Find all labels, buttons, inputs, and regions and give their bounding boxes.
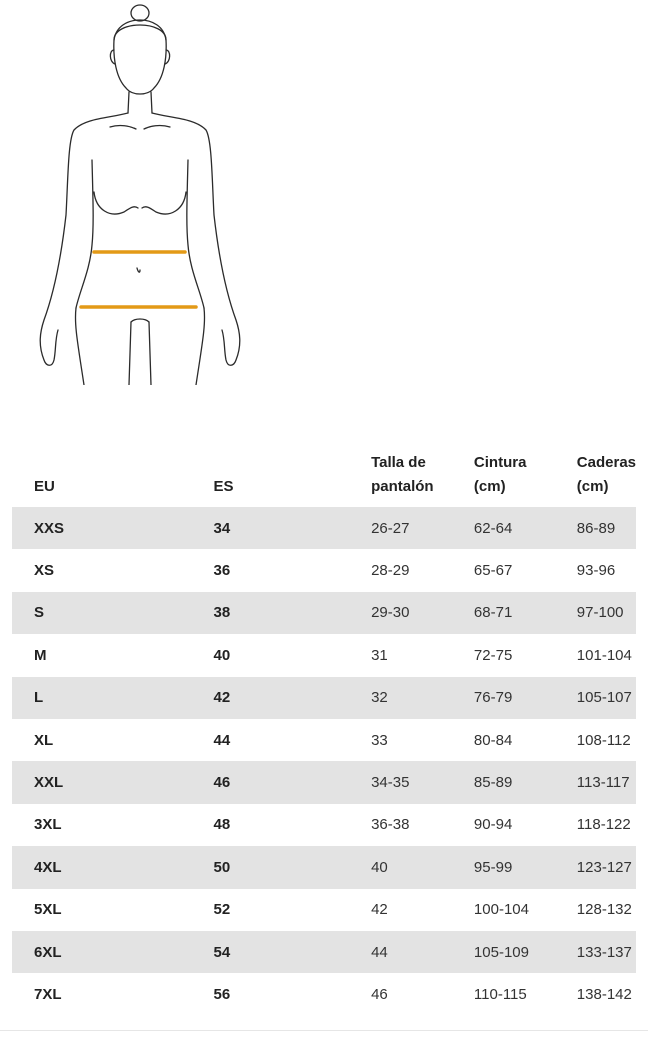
cell-eu: 6XL [12, 931, 214, 973]
cell-hips: 86-89 [577, 507, 636, 549]
cell-waist: 76-79 [474, 677, 577, 719]
cell-waist: 62-64 [474, 507, 577, 549]
table-row [12, 889, 636, 931]
table-row [12, 973, 636, 1015]
table-row [12, 931, 636, 973]
cell-es: 36 [213, 562, 231, 580]
cell-pants: 29-30 [371, 592, 474, 634]
bottom-divider [0, 1030, 648, 1031]
cell-es: 44 [213, 731, 231, 749]
cell-hips: 93-96 [576, 562, 616, 580]
cell-es: 34 [214, 507, 372, 549]
cell-es: 54 [214, 931, 372, 973]
cell-eu: 7XL [34, 985, 62, 1003]
header-eu: EU [34, 478, 55, 495]
cell-pants: 32 [371, 677, 474, 719]
cell-hips: 118-122 [576, 816, 631, 834]
table-row [12, 507, 636, 549]
cell-eu: XL [34, 731, 54, 749]
cell-es: 42 [214, 677, 372, 719]
cell-pants: 34-35 [371, 761, 474, 803]
cell-waist: 110-115 [473, 985, 527, 1003]
cell-pants: 36-38 [371, 816, 410, 834]
cell-pants: 33 [371, 731, 388, 749]
cell-es: 46 [214, 761, 372, 803]
cell-eu: 3XL [34, 816, 62, 834]
header-pants-size: Talla de pantalón [371, 454, 434, 495]
cell-waist: 68-71 [474, 592, 577, 634]
table-row [12, 719, 636, 761]
cell-pants: 31 [371, 646, 388, 664]
cell-eu: 5XL [34, 901, 62, 919]
cell-waist: 65-67 [473, 562, 513, 580]
table-header-row [12, 445, 636, 507]
cell-hips: 133-137 [577, 931, 636, 973]
cell-pants: 46 [371, 985, 388, 1003]
cell-waist: 100-104 [473, 901, 529, 919]
cell-pants: 44 [371, 931, 474, 973]
cell-eu: XXS [12, 507, 214, 549]
cell-eu: S [12, 592, 214, 634]
cell-pants: 40 [371, 846, 474, 888]
cell-waist: 105-109 [474, 931, 577, 973]
cell-hips: 113-117 [577, 761, 636, 803]
cell-waist: 80-84 [473, 731, 513, 749]
cell-es: 40 [213, 646, 231, 664]
cell-eu: L [12, 677, 214, 719]
table-row [12, 846, 636, 888]
cell-hips: 97-100 [577, 592, 636, 634]
cell-hips: 108-112 [576, 731, 631, 749]
cell-es: 48 [213, 816, 231, 834]
cell-hips: 105-107 [577, 677, 636, 719]
table-row [12, 677, 636, 719]
cell-pants: 26-27 [371, 507, 474, 549]
cell-hips: 123-127 [577, 846, 636, 888]
table-row [12, 592, 636, 634]
cell-pants: 42 [371, 901, 388, 919]
cell-es: 52 [213, 901, 231, 919]
cell-es: 56 [213, 985, 231, 1003]
cell-waist: 85-89 [474, 761, 577, 803]
cell-eu: XXL [12, 761, 214, 803]
cell-es: 50 [214, 846, 372, 888]
cell-waist: 95-99 [474, 846, 577, 888]
cell-waist: 90-94 [473, 816, 513, 834]
cell-waist: 72-75 [473, 646, 513, 664]
table-row [12, 634, 636, 676]
body-figure-area [0, 0, 648, 410]
cell-hips: 128-132 [576, 901, 632, 919]
cell-es: 38 [214, 592, 372, 634]
table-row [12, 549, 636, 591]
header-hips: Caderas (cm) [576, 454, 636, 495]
cell-hips: 101-104 [576, 646, 632, 664]
cell-eu: XS [34, 562, 55, 580]
cell-hips: 138-142 [576, 985, 632, 1003]
header-es: ES [213, 478, 234, 495]
table-row [12, 804, 636, 846]
size-chart-table [12, 445, 636, 1016]
header-waist: Cintura (cm) [473, 454, 527, 495]
cell-eu: M [34, 646, 47, 664]
cell-eu: 4XL [12, 846, 214, 888]
cell-pants: 28-29 [371, 562, 410, 580]
female-body-measurement-icon [30, 0, 250, 385]
table-row [12, 761, 636, 803]
